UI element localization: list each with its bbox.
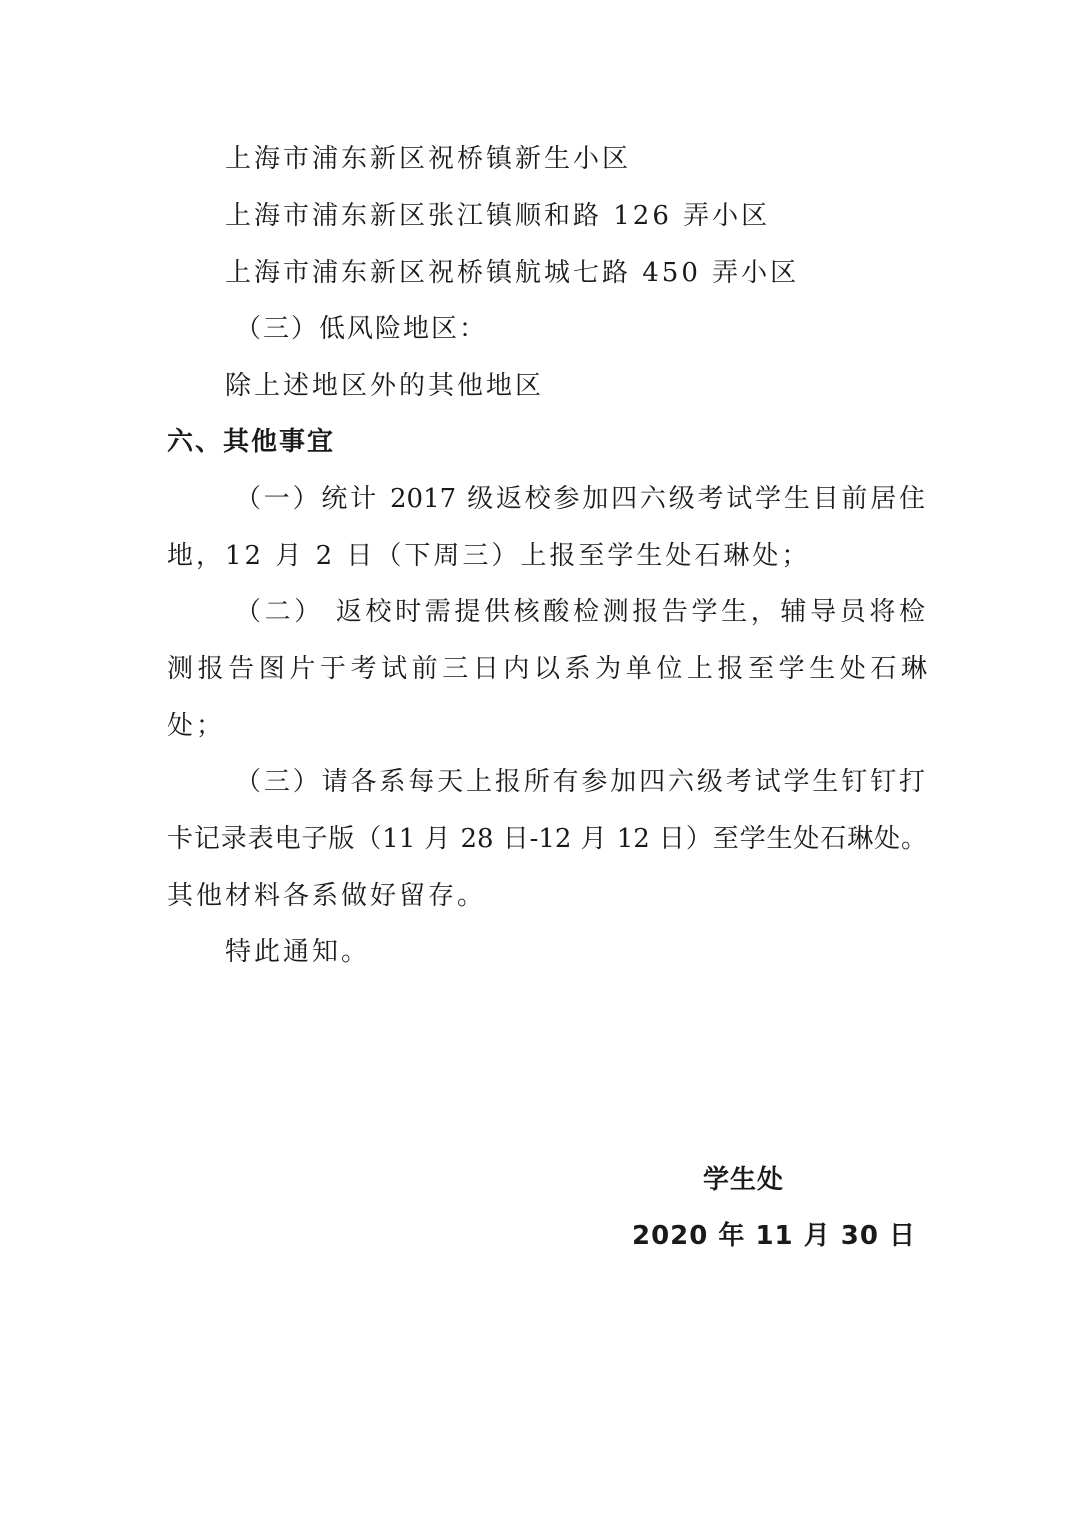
item3-line2: 卡记录表电子版（11 月 28 日-12 月 12 日）至学生处石琳处。 bbox=[167, 824, 927, 854]
mid-risk-area-3: 上海市浦东新区祝桥镇航城七路 450 弄小区 bbox=[225, 258, 800, 288]
signature-office: 学生处 bbox=[703, 1165, 785, 1195]
low-risk-text: 除上述地区外的其他地区 bbox=[225, 371, 545, 401]
item1-line2: 地，12 月 2 日（下周三）上报至学生处石琳处； bbox=[167, 541, 811, 571]
mid-risk-area-2: 上海市浦东新区张江镇顺和路 126 弄小区 bbox=[225, 201, 771, 231]
item3-line1: （三）请各系每天上报所有参加四六级考试学生钉钉打 bbox=[235, 767, 925, 797]
item3-line3: 其他材料各系做好留存。 bbox=[167, 881, 487, 911]
item2-line3: 处； bbox=[167, 711, 226, 741]
item2-line2: 测报告图片于考试前三日内以系为单位上报至学生处石琳 bbox=[167, 654, 927, 684]
low-risk-heading: （三）低风险地区： bbox=[235, 314, 488, 344]
closing-text: 特此通知。 bbox=[225, 937, 371, 967]
mid-risk-area-1: 上海市浦东新区祝桥镇新生小区 bbox=[225, 144, 632, 174]
signature-date: 2020 年 11 月 30 日 bbox=[632, 1221, 916, 1251]
section-6-heading: 六、其他事宜 bbox=[167, 427, 336, 457]
item1-line1: （一）统计 2017 级返校参加四六级考试学生目前居住 bbox=[235, 484, 925, 514]
item2-line1: （二） 返校时需提供核酸检测报告学生，辅导员将检 bbox=[235, 597, 925, 627]
